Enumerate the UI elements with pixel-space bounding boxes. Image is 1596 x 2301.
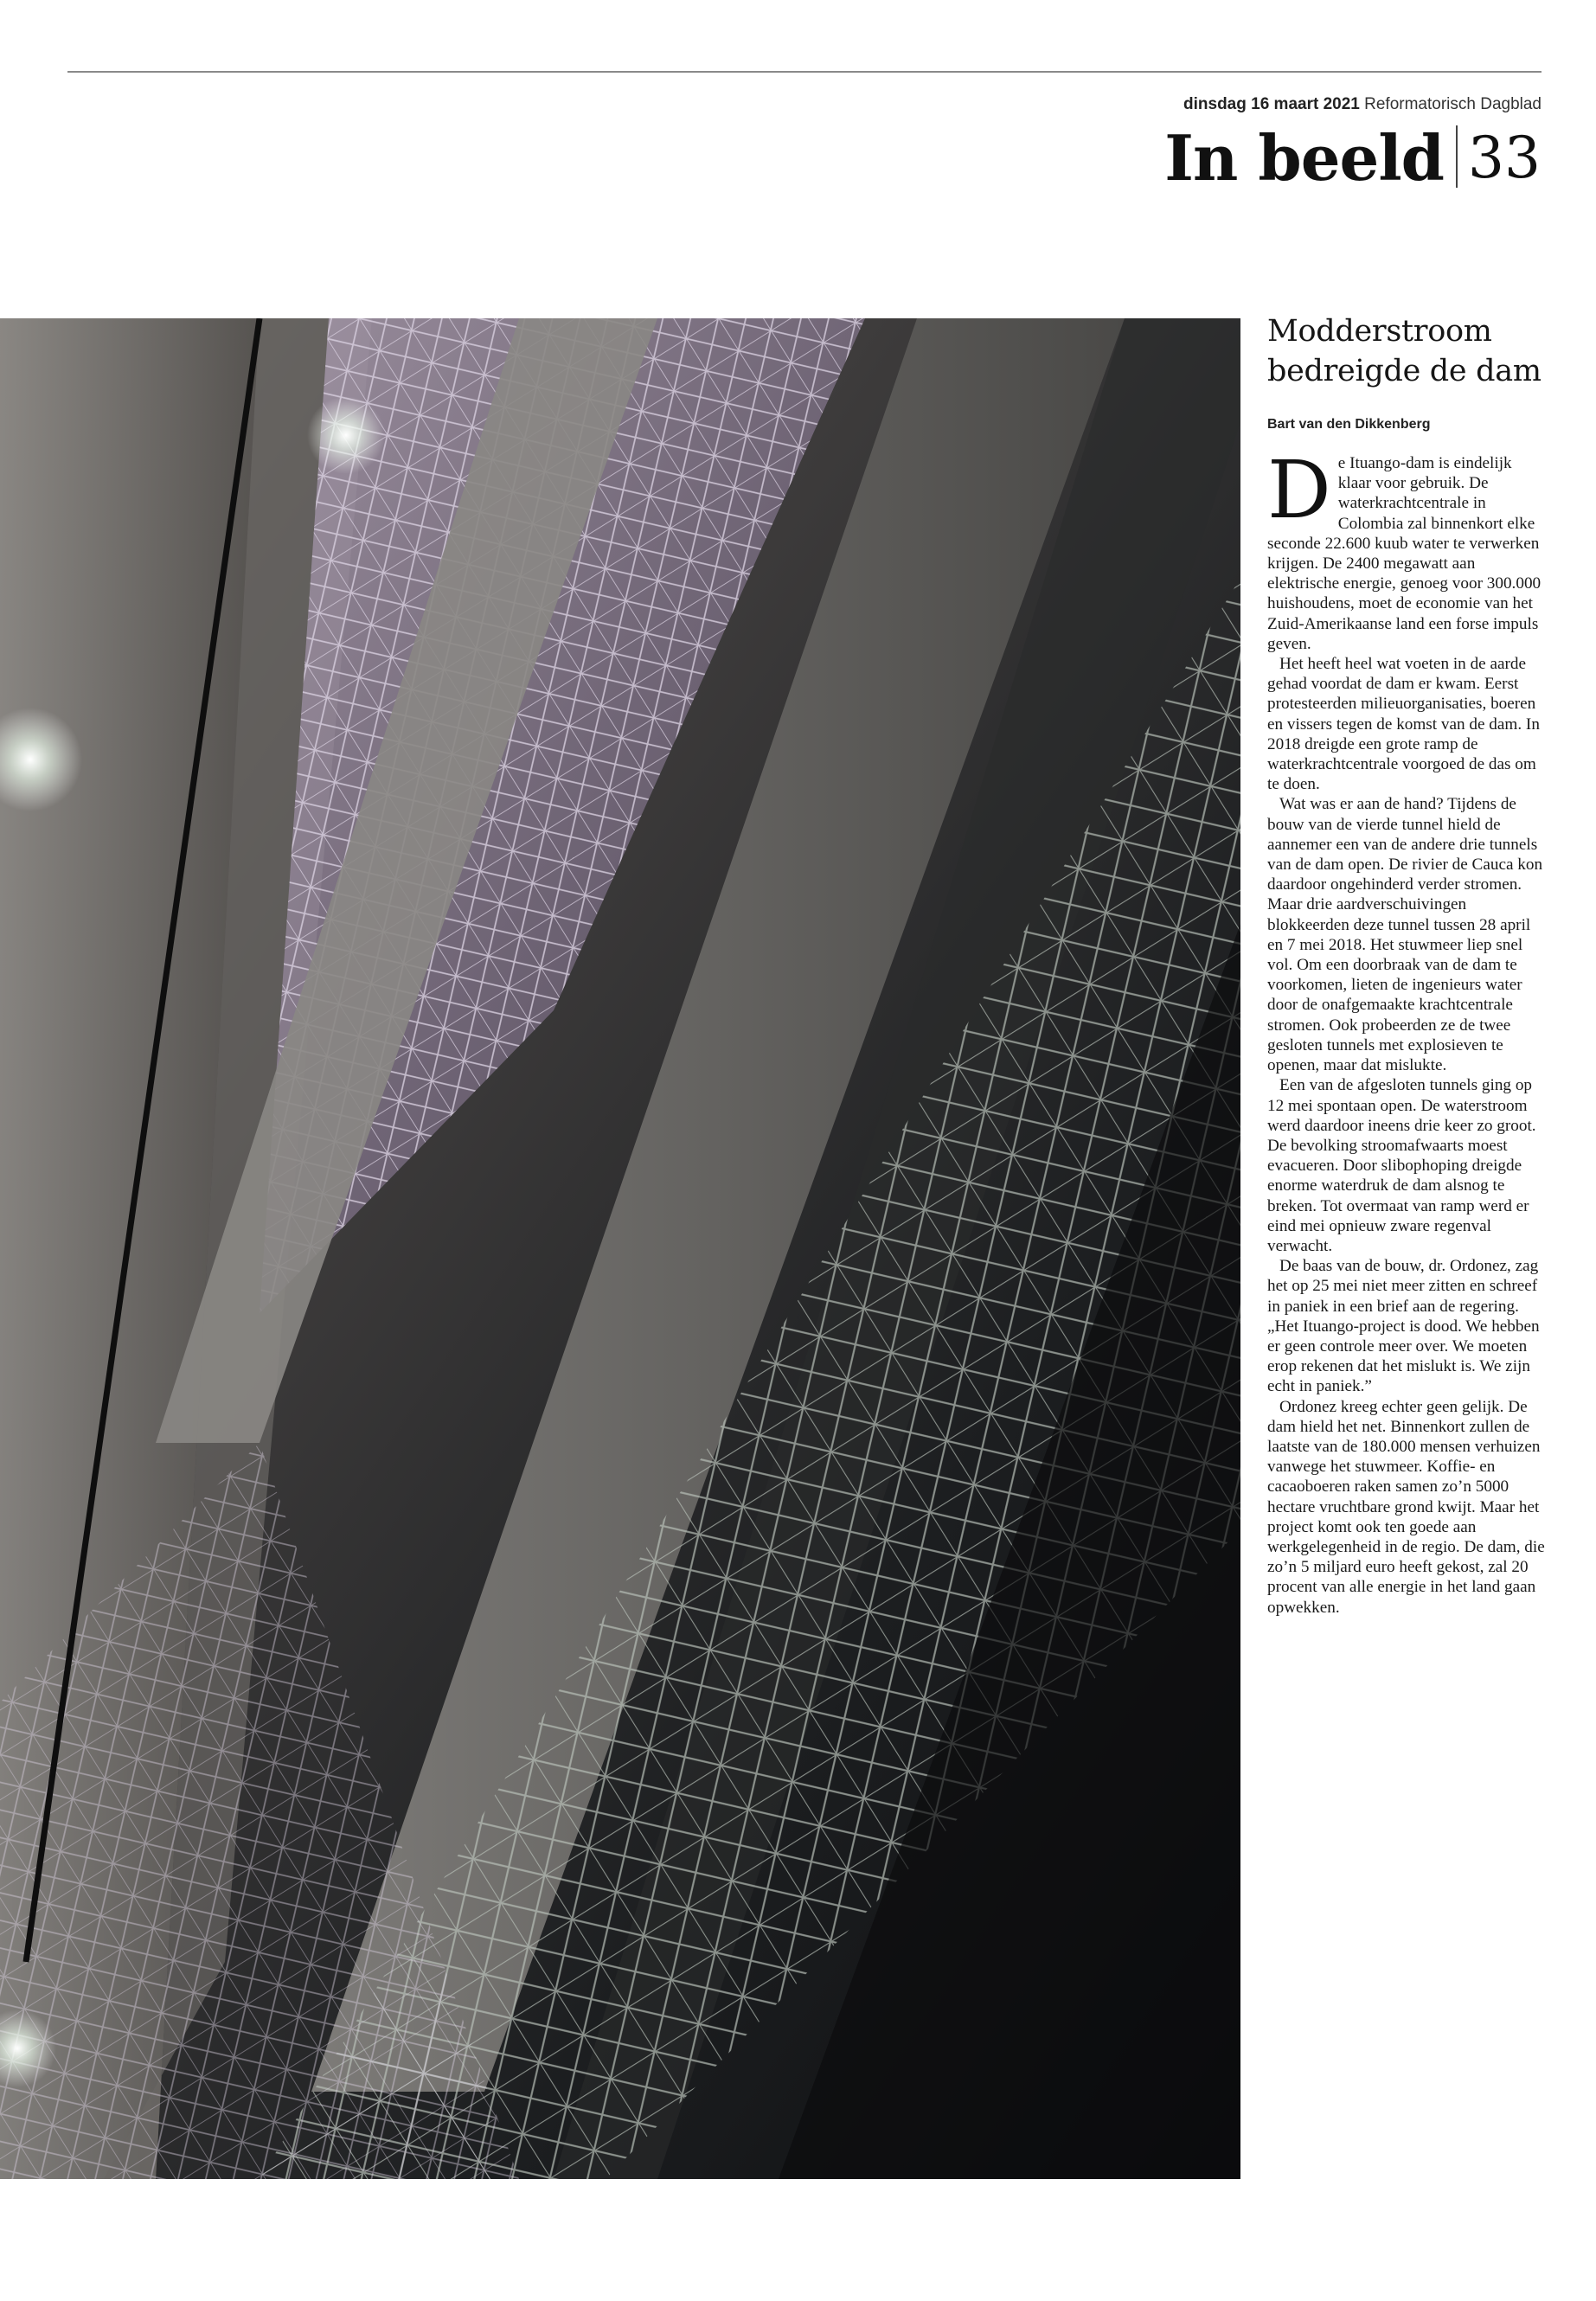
article-body — [1267, 444, 1548, 1618]
article-paragraph: Wat was er aan de hand? Tijdens de bouw van de vierde tunnel hield de aannemer een van de andere drie tunnels van de dam open. De rivier de Cauca kon daardoor ongehinderd verder stromen. Maar drie aardverschuivingen blokkeerden deze tunnel tussen 28 april en 7 mei 2018. Het stuwmeer liep snel vol. Om een doorbraak van de dam te voorkomen, lieten de ingenieurs water door de onafgemaakte krachtcentrale stromen. Ook probeerden ze de twee gesloten tunnels met explosieven te openen, maar dat mislukte. — [1267, 795, 1543, 1075]
dam-construction-photo — [0, 318, 1240, 2179]
article-byline: Bart van den Dikkenberg — [1267, 417, 1431, 432]
article-headline: Modderstroom bedreigde de dam — [1267, 314, 1542, 388]
dam-construction-scaffolding-photo-icon — [0, 318, 1240, 2179]
section-masthead — [1164, 121, 1541, 195]
page-number: 33 — [1468, 125, 1541, 191]
article — [1267, 311, 1548, 1618]
dateline — [1183, 95, 1542, 114]
article-paragraph: Ordonez kreeg echter geen gelijk. De dam hield het net. Binnenkort zullen de laatste van de 180.000 mensen verhuizen vanwege het stuwmeer. Koffie- en cacaoboeren raken samen zo’n 5000 hectare vruchtbare grond kwijt. Maar het project komt ook ten goede aan werkgelegenheid in de regio. De dam, die zo’n 5 miljard euro heeft gekost, zal 20 procent van alle energie in het land gaan opwekken. — [1267, 1397, 1545, 1617]
section-separator — [1456, 125, 1458, 188]
top-rule — [67, 71, 1542, 73]
article-paragraph: Een van de afgesloten tunnels ging op 12 mei spontaan open. De waterstroom werd daardoor ineens drie keer zo groot. De bevolking stroomafwaarts moest evacueren. Door slibophoping dreigde enorme waterdruk de dam alsnog te breken. Tot overmaat van ramp werd er eind mei opnieuw zware regenval verwacht. — [1267, 1076, 1536, 1255]
section-name: In beeld — [1164, 121, 1445, 195]
article-paragraph: Het heeft heel wat voeten in de aarde gehad voordat de dam er kwam. Eerst protesteerden milieuorganisaties, boeren en vissers tegen de komst van de dam. In 2018 dreigde een grote ramp de waterkrachtcentrale voorgoed de das om te doen. — [1267, 655, 1540, 794]
article-paragraph: De baas van de bouw, dr. Ordonez, zag het op 25 mei niet meer zitten en schreef in paniek in een brief aan de regering. „Het Ituango-project is dood. We hebben er geen controle meer over. We moeten erop rekenen dat het mislukt is. We zijn echt in paniek.” — [1267, 1257, 1540, 1396]
issue-date: dinsdag 16 maart 2021 — [1183, 95, 1360, 113]
drop-cap: D — [1267, 444, 1331, 536]
article-paragraph: De Ituango-dam is eindelijk klaar voor gebruik. De waterkrachtcentrale in Colombia zal binnenkort elke seconde 22.600 kuub water te verwerken krijgen. De 2400 megawatt aan elektrische energie, genoeg voor 300.000 huishoudens, moet de economie van het Zuid-Amerikaanse land een forse impuls geven. — [1267, 444, 1542, 653]
newspaper-name: Reformatorisch Dagblad — [1364, 95, 1542, 113]
